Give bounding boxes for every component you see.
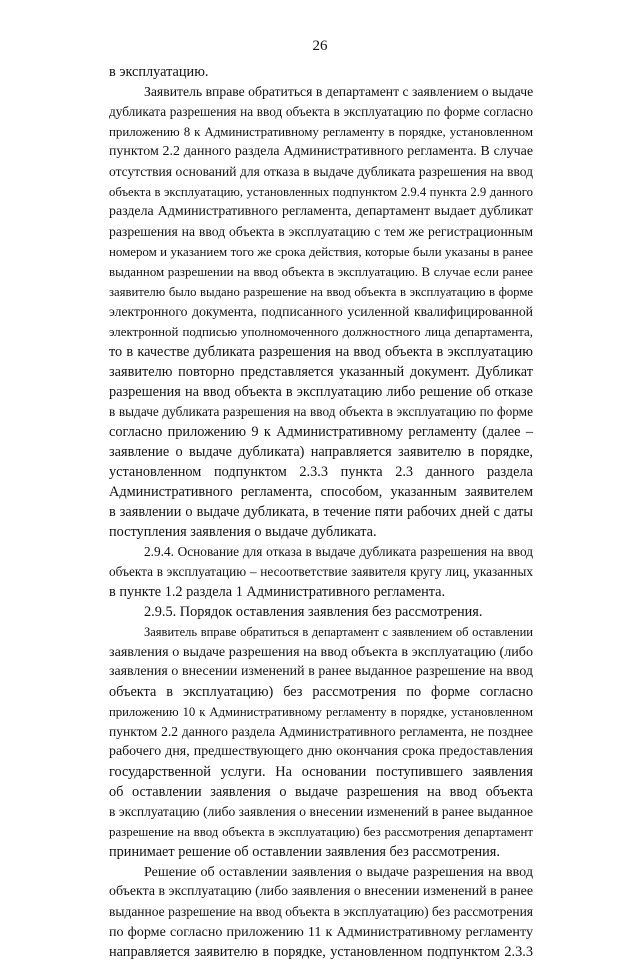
text-line: государственной услуги. На основании поступившего заявления (109, 764, 533, 780)
text-line: Заявитель вправе обратиться в департамент с заявлением о выдаче (144, 84, 534, 99)
text-line: заявителю повторно представляется указанный документ. Дубликат (109, 364, 533, 380)
text-line: номером и указанием того же срока действия, которые были указаны в ранее (109, 245, 533, 259)
text-line: приложению 8 к Административному регламенту в порядке, установленном (109, 125, 533, 139)
text-line: электронного документа, подписанного усиленной квалифицированной (109, 304, 533, 319)
text-line: поступления заявления о выдаче дубликата. (109, 524, 377, 540)
text-line: в эксплуатацию. (109, 64, 209, 80)
text-line: объекта в эксплуатацию) без рассмотрения по форме согласно (109, 684, 533, 700)
text-line: пунктом 2.2 данного раздела Административного регламента. В случае (109, 144, 533, 159)
body-text (109, 62, 533, 962)
text-line: электронной подписью уполномоченного должностного лица департамента, (109, 325, 533, 339)
text-line: приложению 10 к Административному регламенту в порядке, установленном (109, 705, 533, 719)
text-line: раздела Административного регламента, департамент выдает дубликат (109, 204, 533, 219)
text-line: выданном разрешении на ввод объекта в эксплуатацию. В случае если ранее (109, 265, 533, 279)
text-line: в пункте 1.2 раздела 1 Административного регламента. (109, 584, 446, 600)
text-line: заявителю было выдано разрешение на ввод объекта в эксплуатацию в форме (109, 285, 533, 299)
text-line: принимает решение об оставлении заявления без рассмотрения. (109, 844, 500, 860)
text-line: разрешение на ввод объекта в эксплуатацию) без рассмотрения департамент (109, 825, 533, 839)
text-line: в выдаче дубликата разрешения на ввод объекта в эксплуатацию по форме (109, 404, 533, 419)
text-line: об оставлении заявления о выдаче разрешения на ввод объекта (109, 784, 533, 800)
text-line: заявление о выдаче дубликата) направляется заявителю в порядке, (109, 444, 533, 460)
text-line: заявления о выдаче разрешения на ввод объекта в эксплуатацию (либо (109, 644, 533, 660)
text-line: объекта в эксплуатацию (либо заявления о внесении изменений в ранее (109, 884, 533, 899)
text-line: Решение об оставлении заявления о выдаче разрешения на ввод (144, 864, 533, 880)
text-line: в эксплуатацию (либо заявления о внесении изменений в ранее выданное (109, 804, 533, 819)
text-line: направляется заявителю в порядке, установленном подпунктом 2.3.3 (109, 944, 533, 960)
text-line: в заявлении о выдаче дубликата, в течение пяти рабочих дней с даты (109, 504, 533, 520)
text-line: Административного регламента, способом, указанным заявителем (109, 484, 533, 500)
text-line: то в качестве дубликата разрешения на ввод объекта в эксплуатацию (109, 344, 533, 360)
text-line: выданное разрешение на ввод объекта в эксплуатацию) без рассмотрения (109, 904, 533, 919)
text-line: отсутствия оснований для отказа в выдаче дубликата разрешения на ввод (109, 164, 533, 179)
text-line: заявления о внесении изменений в ранее выданное разрешение на ввод (109, 664, 533, 679)
text-line: по форме согласно приложению 11 к Административному регламенту (109, 924, 533, 940)
text-line: согласно приложению 9 к Административному регламенту (далее – (109, 424, 533, 440)
text-line: объекта в эксплуатацию – несоответствие заявителя кругу лиц, указанных (109, 564, 533, 579)
text-line: 2.9.4. Основание для отказа в выдаче дубликата разрешения на ввод (144, 544, 533, 559)
text-line: Заявитель вправе обратиться в департамент с заявлением об оставлении (144, 625, 533, 639)
text-line: пунктом 2.2 данного раздела Административного регламента, не позднее (109, 724, 533, 739)
text-line: установленном подпунктом 2.3.3 пункта 2.3 данного раздела (109, 464, 533, 480)
text-line: 2.9.5. Порядок оставления заявления без рассмотрения. (144, 604, 483, 620)
text-line: дубликата разрешения на ввод объекта в эксплуатацию по форме согласно (109, 104, 533, 119)
text-line: разрешения на ввод объекта в эксплуатацию с тем же регистрационным (109, 224, 533, 239)
page-number: 26 (312, 38, 328, 54)
text-line: разрешения на ввод объекта в эксплуатацию либо решение об отказе (109, 384, 533, 400)
text-line: рабочего дня, предшествующего дню окончания срока предоставления (109, 744, 533, 759)
text-line: объекта в эксплуатацию, установленных подпунктом 2.9.4 пункта 2.9 данного (109, 185, 533, 199)
